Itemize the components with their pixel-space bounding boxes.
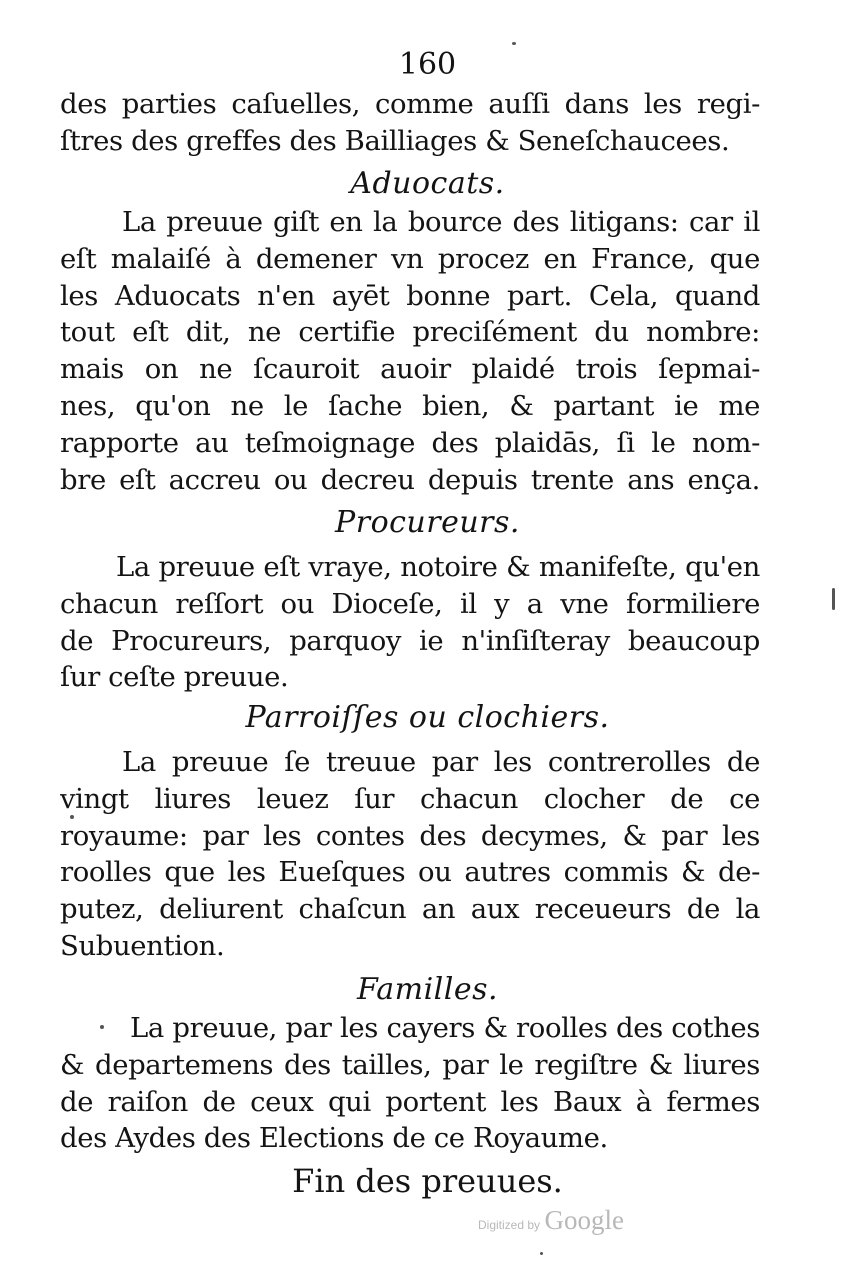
text-line: Subuention. xyxy=(60,929,225,962)
section-heading-procureurs: Procureurs. xyxy=(335,505,520,540)
closing-line: Fin des preuues. xyxy=(292,1162,563,1200)
scan-speck xyxy=(70,815,74,819)
section-body-aduocats xyxy=(60,204,760,498)
section-heading-aduocats: Aduocats. xyxy=(350,166,505,201)
text-line: vingt liures leuez ſur chacun clocher de ce xyxy=(60,782,760,815)
section-body-familles xyxy=(60,1010,760,1157)
text-line: roolles que les Eueſques ou autres commis & de- xyxy=(60,856,760,889)
text-line: nes, qu'on ne le ſache bien, & partant ie me xyxy=(60,389,760,422)
text-line: chacun reſſort ou Dioceſe, il y a vne formiliere xyxy=(60,587,760,620)
text-line: ſtres des greffes des Bailliages & Seneſchaucees. xyxy=(60,124,730,157)
text-line: bre eſt accreu ou decreu depuis trente ans ença. xyxy=(60,463,760,496)
text-line: royaume: par les contes des decymes, & par les xyxy=(60,819,760,852)
section-heading-familles: Familles. xyxy=(356,972,499,1007)
text-line: rapporte au teſmoignage des plaidās, ſi le nom- xyxy=(60,426,760,459)
text-line: mais on ne ſcauroit auoir plaidé trois ſepmai- xyxy=(60,353,760,386)
watermark-prefix: Digitized by xyxy=(478,1218,541,1232)
scan-speck xyxy=(540,1252,543,1255)
section-body-parroisses xyxy=(60,744,760,965)
scan-speck xyxy=(100,1025,104,1029)
text-line: ſur ceſte preuue. xyxy=(60,661,289,694)
text-line: les Aduocats n'en ayēt bonne part. Cela, quand xyxy=(60,279,760,312)
text-line: & departemens des tailles, par le regiſtre & liures xyxy=(60,1048,760,1081)
scan-speck xyxy=(512,42,516,45)
text-line: tout eſt dit, ne certifie preciſément du nombre: xyxy=(60,316,760,349)
section-body-procureurs xyxy=(60,549,760,696)
digitized-watermark xyxy=(478,1205,624,1236)
text-line: putez, deliurent chaſcun an aux receueurs de la xyxy=(60,893,760,926)
text-line: eſt malaiſé à demener vn procez en France, que xyxy=(60,242,760,275)
scan-speck xyxy=(832,588,835,610)
section-heading-parroisses: Parroiſſes ou clochiers. xyxy=(245,700,610,735)
continuation-text xyxy=(60,86,760,160)
text-line: de Procureurs, parquoy ie n'inſiſteray beaucoup xyxy=(60,624,760,657)
text-line: La preuue ſe treuue par les contrerolles de xyxy=(122,746,760,778)
google-logo: Google xyxy=(544,1205,624,1235)
text-line: de raiſon de ceux qui portent les Baux à fermes xyxy=(60,1085,760,1118)
text-line: La preuue giſt en la bource des litigans: car il xyxy=(122,206,760,238)
text-line: La preuue, par les cayers & roolles des cothes xyxy=(130,1012,760,1044)
text-line: des Aydes des Elections de ce Royaume. xyxy=(60,1122,608,1155)
text-line: des parties caſuelles, comme auſſi dans les regi- xyxy=(60,88,760,120)
text-line: La preuue eſt vraye, notoire & manifeſte, qu'en xyxy=(116,551,760,583)
page-number: 160 xyxy=(398,47,457,82)
